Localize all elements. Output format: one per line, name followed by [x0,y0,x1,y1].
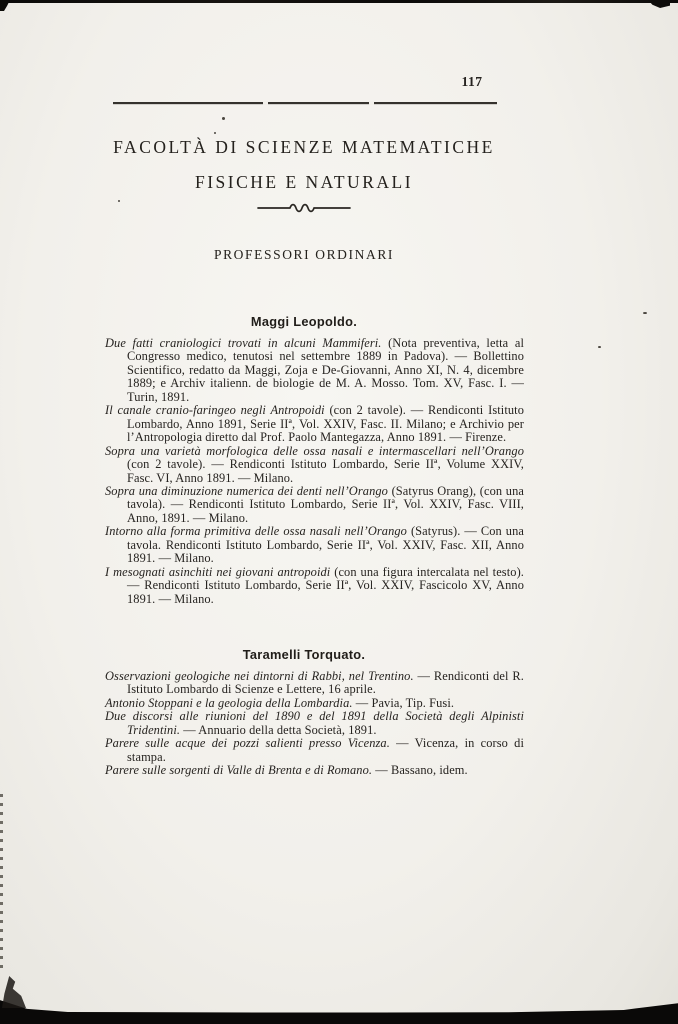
bibliography-list-maggi [105,337,524,606]
paper-speck [643,312,647,314]
entry-title: Parere sulle sorgenti di Valle di Brenta e di Romano. [105,763,373,778]
entry-details: (con una figura intercalata nel testo). — Rendiconti Istituto Lombardo, Serie IIª, Vol. XXIV, Fascicolo XV, Anno 1891. — Milano. [127,564,524,606]
professor-name-taramelli: Taramelli Torquato. [242,647,366,662]
faculty-title-line1: FACOLTÀ DI SCIENZE MATEMATICHE [113,137,495,157]
bibliography-entry [105,525,524,565]
faculty-title-line2: FISICHE E NATURALI [194,172,414,192]
entry-details: — Bassano, idem. [372,763,468,778]
bibliography-entry [105,566,524,606]
entry-title: Il canale cranio-faringeo negli Antropoidi [105,403,325,418]
scan-binding-specks [0,794,3,969]
entry-title: Antonio Stoppani e la geologia della Lombardia. [105,695,353,710]
squiggle-divider-icon [256,200,352,214]
entry-details: — Rendiconti del R. Istituto Lombardo di Scienze e Lettere, 16 aprile. [127,669,524,697]
entry-title: Osservazioni geologiche nei dintorni di Rabbi, nel Trentino. [105,669,414,683]
entry-title: Sopra una varietà morfologica delle ossa nasali e intermascellari nell’Orango [105,443,524,458]
entry-details: (Nota preventiva, letta al Congresso medico, tenutosi nel settembre 1889 in Padova). — Bollettino Scientifico, redatto da Maggi, Zoja e De-Giovanni, Anno XI, N. 4, dicembre 1889; e Archiv italienn. de biologie de M. A. Mosso. Tom. XV, Fasc. I. — Turin, 1891. [127,336,524,404]
entry-details: — Annuario della detta Società, 1891. [180,722,377,737]
paper-speck [598,346,601,348]
entry-title: Intorno alla forma primitiva delle ossa nasali nell’Orango [105,524,407,539]
entry-details: (con 2 tavole). — Rendiconti Istituto Lombardo, Anno 1891, Serie IIª, Vol. XXIV, Fasc. II. Milano; e Archivio per l’Antropologia diretto dal Prof. Paolo Mantegazza, Anno 1891. — Firenze. [127,403,525,445]
bibliography-entry [105,445,524,485]
scan-bottom-left-blob [2,976,26,1008]
scan-binding-edge [0,0,4,794]
header-rule-gap [263,101,268,105]
bibliography-entry [105,710,524,737]
entry-title: I mesognati asinchiti nei giovani antropoidi [105,564,331,579]
scan-top-right-corner [648,0,670,8]
paper-speck [214,132,216,134]
entry-details: (Satyrus Orang), (con una tavola). — Rendiconti Istituto Lombardo, Serie IIª, Vol. XXIV, Fasc. VIII, Anno, 1891. — Milano. [127,483,524,525]
bibliography-entry [105,485,524,525]
bibliography-entry [105,764,524,777]
bibliography-entry [105,337,524,404]
header-rule-gap [369,101,374,105]
bibliography-entry [105,404,524,444]
page-number: 117 [461,74,483,89]
bibliography-entry [105,670,524,697]
entry-title: Parere sulle acque dei pozzi salienti presso Vicenza. [105,736,390,751]
scan-top-edge [0,0,678,3]
entry-title: Due fatti craniologici trovati in alcuni Mammiferi. [105,336,382,350]
scan-bottom-shadow [0,998,678,1024]
entry-title: Sopra una diminuzione numerica dei denti nell’Orango [105,483,388,498]
entry-details: — Vicenza, in corso di stampa. [127,736,524,764]
bibliography-entry [105,737,524,764]
entry-details: (Satyrus). — Con una tavola. Rendiconti Istituto Lombardo, Serie IIª, Vol. XXIV, Fasc. XII, Anno 1891. — Milano. [127,524,524,566]
bibliography-list-taramelli [105,670,524,778]
section-heading: PROFESSORI ORDINARI [213,247,395,262]
header-rule [113,102,497,104]
squiggle-divider [88,200,520,219]
entry-details: — Pavia, Tip. Fusi. [352,695,455,710]
professor-name-maggi: Maggi Leopoldo. [250,314,358,329]
paper-speck [222,117,225,120]
entry-details: (con 2 tavole). — Rendiconti Istituto Lombardo, Serie IIª, Volume XXIV, Fasc. VI, Anno 1891. — Milano. [127,457,524,485]
entry-title: Due discorsi alle riunioni del 1890 e del 1891 della Società degli Alpinisti Tridentini. [105,709,524,737]
bibliography-entry [105,697,524,710]
